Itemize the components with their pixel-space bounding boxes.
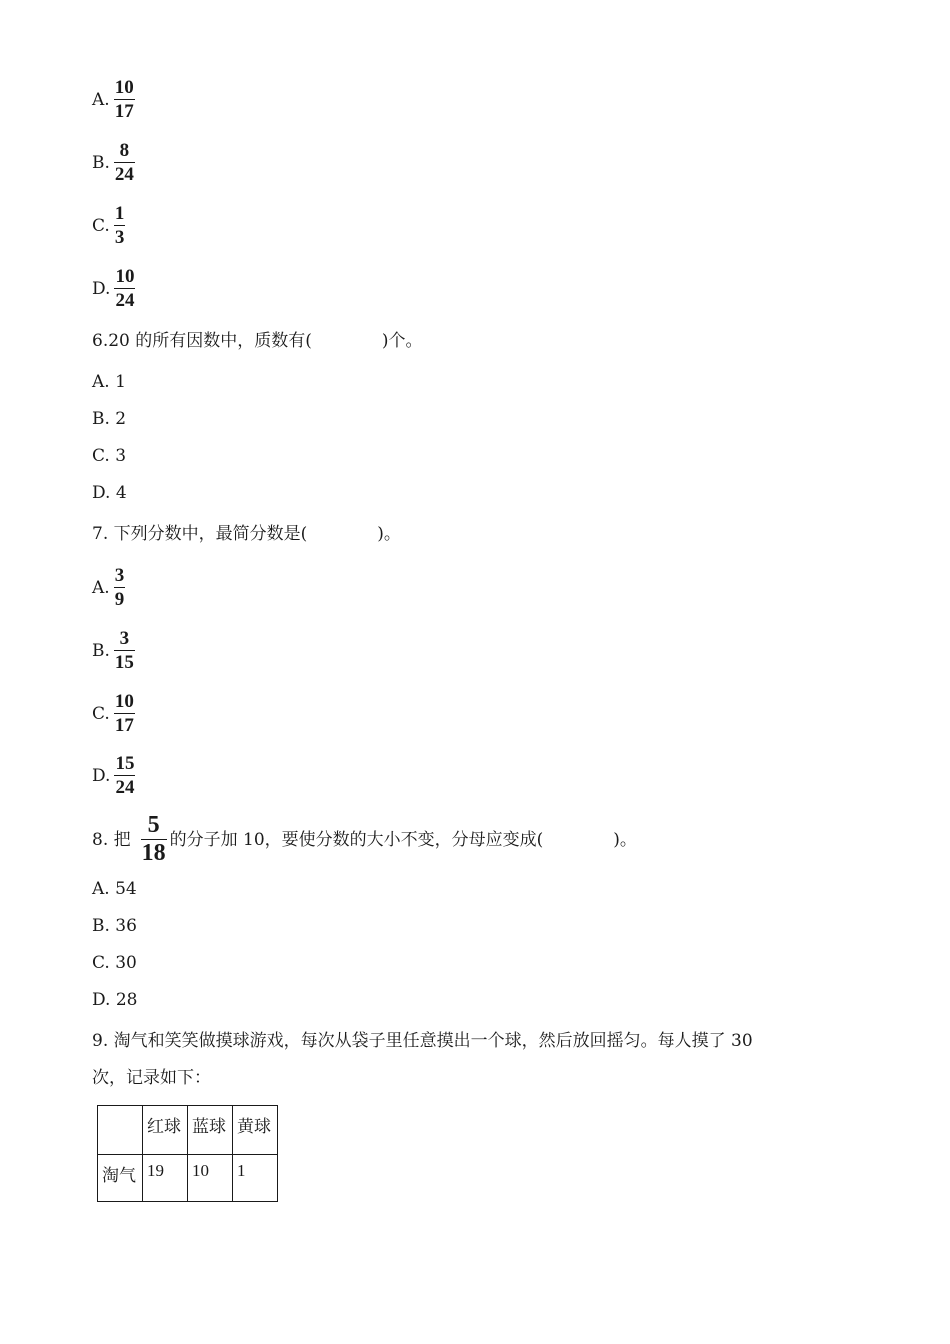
q8-stem: 8. 把 $\frac{5}{18}$ 的分子加 10，要使分数的大小不变，分母应变成( )。 (92, 812, 637, 866)
table-header-cell: 黄球 (233, 1106, 278, 1155)
fraction: $\frac{3}{9}$ (114, 565, 125, 610)
fraction: $\frac{5}{18}$ (141, 812, 166, 866)
fraction: $\frac{3}{15}$ (114, 628, 134, 673)
fraction: $\frac{10}{17}$ (114, 691, 134, 736)
q8-option-b[interactable]: B. 36 (92, 916, 137, 936)
table-header-cell: 红球 (143, 1106, 188, 1155)
q6-option-b[interactable]: B. 2 (92, 409, 127, 429)
table-cell: 淘气 (98, 1155, 143, 1202)
q5-option-b[interactable]: B. $\frac{8}{24}$ (92, 140, 134, 185)
fraction: $\frac{15}{24}$ (115, 753, 135, 798)
fraction: $\frac{1}{3}$ (114, 203, 125, 248)
fraction: $\frac{8}{24}$ (114, 140, 134, 185)
q9-stem-line2: 次，记录如下： (92, 1068, 211, 1088)
q9-stem-line1: 9. 淘气和笑笑做摸球游戏，每次从袋子里任意摸出一个球，然后放回摇匀。每人摸了 30 (92, 1031, 753, 1051)
q6-option-a[interactable]: A. 1 (92, 372, 126, 392)
table-cell: 10 (188, 1155, 233, 1202)
q7-option-b[interactable]: B. $\frac{3}{15}$ (92, 628, 134, 673)
q5-option-d[interactable]: D. $\frac{10}{24}$ (92, 266, 135, 311)
q8-option-c[interactable]: C. 30 (92, 953, 137, 973)
q8-option-d[interactable]: D. 28 (92, 990, 138, 1010)
q5-option-c[interactable]: C. $\frac{1}{3}$ (92, 203, 125, 248)
q6-option-c[interactable]: C. 3 (92, 446, 127, 466)
q7-option-c[interactable]: C. $\frac{10}{17}$ (92, 691, 134, 736)
table-header-row (98, 1106, 278, 1155)
q6-stem: 6.20 的所有因数中，质数有( )个。 (92, 331, 423, 351)
table-cell: 1 (233, 1155, 278, 1202)
q7-option-a[interactable]: A. $\frac{3}{9}$ (92, 565, 125, 610)
table-header-cell: 蓝球 (188, 1106, 233, 1155)
q5-option-a[interactable]: A. $\frac{10}{17}$ (92, 77, 134, 122)
table-row (98, 1155, 278, 1202)
table-cell: 19 (143, 1155, 188, 1202)
record-table (97, 1105, 278, 1202)
q7-option-d[interactable]: D. $\frac{15}{24}$ (92, 753, 135, 798)
q6-option-d[interactable]: D. 4 (92, 483, 127, 503)
table-header-cell (98, 1106, 143, 1155)
fraction: $\frac{10}{24}$ (115, 266, 135, 311)
fraction: $\frac{10}{17}$ (114, 77, 134, 122)
q8-option-a[interactable]: A. 54 (92, 879, 137, 899)
q7-stem: 7. 下列分数中，最简分数是( )。 (92, 524, 401, 544)
